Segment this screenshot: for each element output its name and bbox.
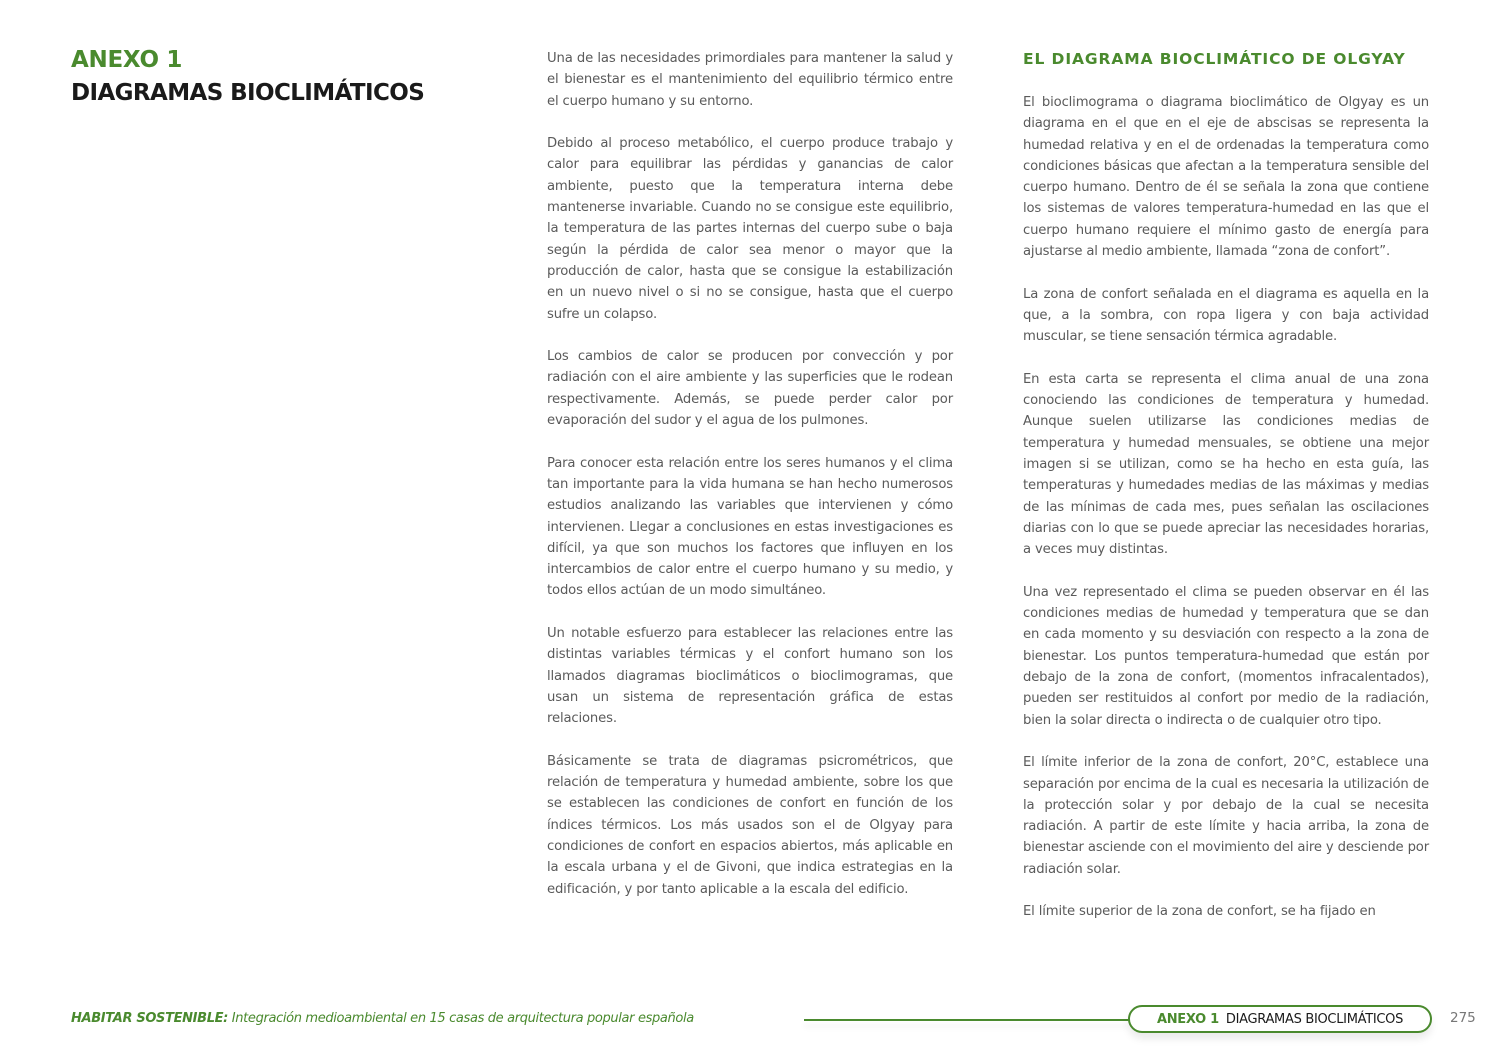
paragraph: Una vez representado el clima se pueden observar en él las condiciones medias de humedad y temperatura que se dan en cada momento y su desviación con respecto a la zona de bienestar. Los puntos temperatura-humedad que están por debajo de la zona de confort, (momentos infracalentados), pueden ser restituidos al confort por medio de la radiación, bien la solar directa o indirecta o de cualquier otro tipo.	[1023, 584, 1429, 728]
paragraph: En esta carta se representa el clima anual de una zona conociendo las condiciones de temperatura y humedad. Aunque suelen utilizarse las condiciones medias de temperatura y humedad mensuales, se obtiene una mejor imagen si se utilizan, como se ha hecho en esta guía, las temperaturas y humedades medias de las máximas y medias de las mínimas de cada mes, pues señalan las oscilaciones diarias con lo que se puede apreciar las necesidades horarias, a veces muy distintas.	[1023, 371, 1429, 558]
footer-badge-title: DIAGRAMAS BIOCLIMÁTICOS	[1225, 1011, 1404, 1027]
paragraph: El límite superior de la zona de confort, se ha fijado en	[1023, 904, 1376, 920]
footer-divider-line	[804, 1019, 1130, 1021]
paragraph: Un notable esfuerzo para establecer las relaciones entre las distintas variables térmicas y el confort humano son los llamados diagramas bioclimáticos o bioclimogramas, que usan un sistema de representación gráfica de estas relaciones.	[547, 626, 953, 727]
page-title: DIAGRAMAS BIOCLIMÁTICOS	[71, 80, 425, 106]
footer-book-title	[71, 1011, 694, 1026]
paragraph: Debido al proceso metabólico, el cuerpo produce trabajo y calor para equilibrar las pérdidas y ganancias de calor ambiente, puesto que la temperatura interna debe mantenerse invariable. Cuando no se consigue este equilibrio, la temperatura de las partes internas del cuerpo sube o baja según la pérdida de calor sea menor o mayor que la producción de calor, hasta que se consigue la estabilización en un nuevo nivel o si no se consigue, hasta que el cuerpo sufre un colapso.	[547, 136, 953, 322]
footer-book-title-bold: HABITAR SOSTENIBLE:	[71, 1011, 229, 1026]
page-title-block	[71, 44, 491, 110]
right-column	[1023, 48, 1429, 944]
section-heading: EL DIAGRAMA BIOCLIMÁTICO DE OLGYAY	[1023, 50, 1406, 68]
paragraph: Los cambios de calor se producen por convección y por radiación con el aire ambiente y las superficies que le rodean respectivamente. Además, se puede perder calor por evaporación del sudor y el agua de los pulmones.	[547, 349, 953, 429]
paragraph: Una de las necesidades primordiales para mantener la salud y el bienestar es el mantenimiento del equilibrio térmico entre el cuerpo humano y su entorno.	[547, 51, 953, 109]
paragraph: La zona de confort señalada en el diagrama es aquella en la que, a la sombra, con ropa ligera y con baja actividad muscular, se tiene sensación térmica agradable.	[1023, 286, 1429, 345]
paragraph: Básicamente se trata de diagramas psicrométricos, que relación de temperatura y humedad ambiente, sobre los que se establecen las condiciones de confort en función de los índices térmicos. Los más usados son el de Olgyay para condiciones de confort en espacios abiertos, más aplicable en la escala urbana y el de Givoni, que indica estrategias en la edificación, y por tanto aplicable a la escala del edificio.	[547, 753, 953, 897]
footer-section-badge	[1128, 1005, 1432, 1033]
annex-label: ANEXO 1	[71, 47, 183, 73]
middle-column	[547, 48, 953, 921]
paragraph: El bioclimograma o diagrama bioclimático de Olgyay es un diagrama en el que en el eje de abscisas se representa la humedad relativa y en el de ordenadas la temperatura como condiciones básicas que afectan a la temperatura sensible del cuerpo humano. Dentro de él se señala la zona que contiene los sistemas de valores temperatura-humedad en las que el cuerpo humano requiere el mínimo gasto de energía para ajustarse al medio ambiente, llamada “zona de confort”.	[1023, 95, 1429, 260]
paragraph: Para conocer esta relación entre los seres humanos y el clima tan importante para la vida humana se han hecho numerosos estudios analizando las variables que intervienen y cómo intervienen. Llegar a conclusiones en estas investigaciones es difícil, ya que son muchos los factores que influyen en los intercambios de calor entre el cuerpo humano y su medio, y todos ellos actúan de un modo simultáneo.	[547, 455, 953, 599]
footer-badge-annex: ANEXO 1	[1156, 1011, 1219, 1027]
paragraph: El límite inferior de la zona de confort, 20°C, establece una separación por encima de la cual es necesaria la utilización de la protección solar y por debajo de la cual se necesita radiación. A partir de este límite y hacia arriba, la zona de bienestar asciende con el movimiento del aire y desciende por radiación solar.	[1023, 755, 1429, 877]
footer-book-title-rest: Integración medioambiental en 15 casas de arquitectura popular española	[228, 1011, 694, 1026]
page-number: 275	[1450, 1010, 1476, 1026]
